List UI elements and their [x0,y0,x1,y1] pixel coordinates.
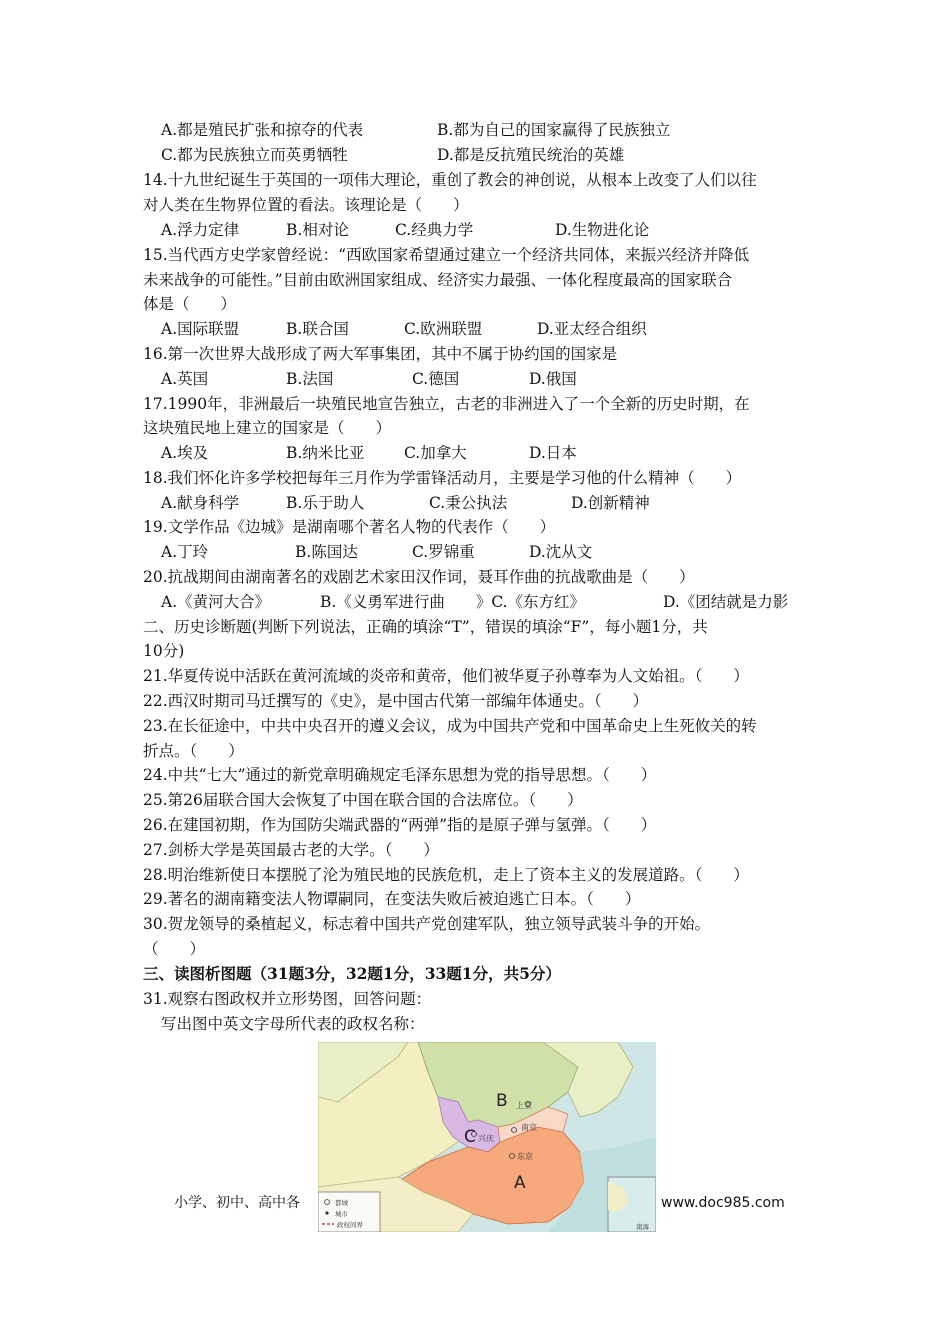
map-label-a: A [514,1173,526,1193]
q15-option-c: C.欧洲联盟 [404,320,483,338]
map-legend-capital-label: 都城 [335,1199,348,1207]
q17-option-c: C.加拿大 [404,444,467,462]
q19-option-c: C.罗锦重 [412,543,475,561]
section2-heading-line2: 10分) [143,642,185,660]
q18-option-c: C.秉公执法 [429,494,508,512]
q14-option-b: B.相对论 [286,221,349,239]
q22: 22.西汉时期司马迁撰写的《史》，是中国古代第一部编年体通史。（ ） [143,692,649,710]
q17-option-d: D.日本 [529,444,577,462]
q14-stem-line1: 14.十九世纪诞生于英国的一项伟大理论，重创了教会的神创说，从根本上改变了人们以往 [143,171,757,189]
q15-option-a: A.国际联盟 [161,320,240,338]
q16-stem: 16.第一次世界大战形成了两大军事集团，其中不属于协约国的国家是 [143,345,618,363]
q18-option-d: D.创新精神 [571,494,650,512]
section2-heading-line1: 二、历史诊断题(判断下列说法，正确的填涂“T”，错误的填涂“F”，每小题1分，共 [143,618,708,636]
q14-option-a: A.浮力定律 [161,221,240,239]
q20-option-d: D.《团结就是力影 [663,593,789,611]
map-drawing [318,1042,656,1232]
footer-left-text: 小学、初中、高中各 [174,1195,300,1211]
q17-stem-line2: 这块殖民地上建立的国家是（ ） [143,419,392,437]
q16-option-d: D.俄国 [529,370,577,388]
map-legend-city-symbol [325,1211,328,1214]
q24: 24.中共“七大”通过的新党章明确规定毛泽东思想为党的指导思想。（ ） [143,766,657,784]
q25: 25.第26届联合国大会恢复了中国在联合国的合法席位。（ ） [143,791,583,809]
q19-stem: 19.文学作品《边城》是湖南哪个著名人物的代表作（ ） [143,518,556,536]
q15-option-b: B.联合国 [286,320,349,338]
q31-instruction: 写出图中英文字母所代表的政权名称： [161,1015,425,1033]
q17-option-b: B.纳米比亚 [286,444,365,462]
q13-option-c: C.都为民族独立而英勇牺牲 [161,146,348,164]
map-legend-border-label: 政权间界 [337,1221,363,1229]
q19-option-b: B.陈国达 [295,543,358,561]
q17-stem-line1: 17.1990年，非洲最后一块殖民地宣告独立，古老的非洲进入了一个全新的历史时期，在 [143,395,750,413]
map-label-shangjing: 上京 [516,1101,532,1110]
q13-option-d: D.都是反抗殖民统治的英雄 [437,146,625,164]
q31-stem: 31.观察右图政权并立形势图，回答问题： [143,990,432,1008]
q20-stem: 20.抗战期间由湖南著名的戏剧艺术家田汉作词，聂耳作曲的抗战歌曲是（ ） [143,568,695,586]
q28: 28.明治维新使日本摆脱了沦为殖民地的民族危机，走上了资本主义的发展道路。（ ） [143,866,749,884]
q30-line2: （ ） [143,940,206,958]
q18-stem: 18.我们怀化许多学校把每年三月作为学雷锋活动月，主要是学习他的什么精神（ ） [143,469,742,487]
q14-stem-line2: 对人类在生物界位置的看法。该理论是（ ） [143,196,469,214]
q14-option-c: C.经典力学 [395,221,474,239]
section3-heading: 三、读图析图题（31题3分，32题1分，33题1分，共5分） [143,964,561,983]
political-map-figure [318,1042,656,1232]
q16-option-a: A.英国 [161,370,209,388]
q23-line2: 折点。（ ） [143,742,244,760]
footer-website: www.doc985.com [661,1195,785,1211]
q18-option-a: A.献身科学 [161,494,240,512]
q15-stem-line2: 未来战争的可能性。”目前由欧洲国家组成、经济实力最强、一体化程度最高的国家联合 [143,271,733,289]
map-inset-label: 南海 [636,1223,649,1231]
q17-option-a: A.埃及 [161,444,209,462]
q26: 26.在建国初期，作为国防尖端武器的“两弹”指的是原子弹与氢弹。（ ） [143,816,657,834]
map-label-xingqing: 兴庆 [478,1134,494,1143]
map-legend-city-label: 城市 [335,1210,348,1218]
q30-line1: 30.贺龙领导的桑植起义，标志着中国共产党创建军队，独立领导武装斗争的开始。 [143,915,711,933]
q23-line1: 23.在长征途中，中共中央召开的遵义会议，成为中国共产党和中国革命史上生死攸关的转 [143,717,757,735]
q15-stem-line1: 15.当代西方史学家曾经说：“西欧国家希望通过建立一个经济共同体，来振兴经济并降低 [143,246,750,264]
q15-stem-line3: 体是（ ） [143,295,237,313]
q27: 27.剑桥大学是英国最古老的大学。（ ） [143,841,439,859]
q18-option-b: B.乐于助人 [286,494,365,512]
map-label-b: B [496,1091,508,1111]
q19-option-d: D.沈从文 [529,543,593,561]
q16-option-b: B.法国 [286,370,334,388]
q15-option-d: D.亚太经合组织 [537,320,647,338]
q19-option-a: A.丁玲 [161,543,209,561]
q13-option-b: B.都为自己的国家赢得了民族独立 [437,121,671,139]
map-label-c: C [464,1127,476,1147]
map-label-nanjing: 南京 [521,1123,537,1132]
q20-option-bc: B.《义勇军进行曲 》C.《东方红》 [320,593,586,611]
q29: 29.著名的湖南籍变法人物谭嗣同，在变法失败后被迫逃亡日本。（ ） [143,890,641,908]
map-label-dongjing: 东京 [517,1152,533,1161]
q13-option-a: A.都是殖民扩张和掠夺的代表 [161,121,364,139]
q14-option-d: D.生物进化论 [555,221,650,239]
q21: 21.华夏传说中活跃在黄河流域的炎帝和黄帝，他们被华夏子孙尊奉为人文始祖。（ ） [143,667,749,685]
q20-option-a: A.《黄河大合》 [161,593,271,611]
q16-option-c: C.德国 [412,370,460,388]
